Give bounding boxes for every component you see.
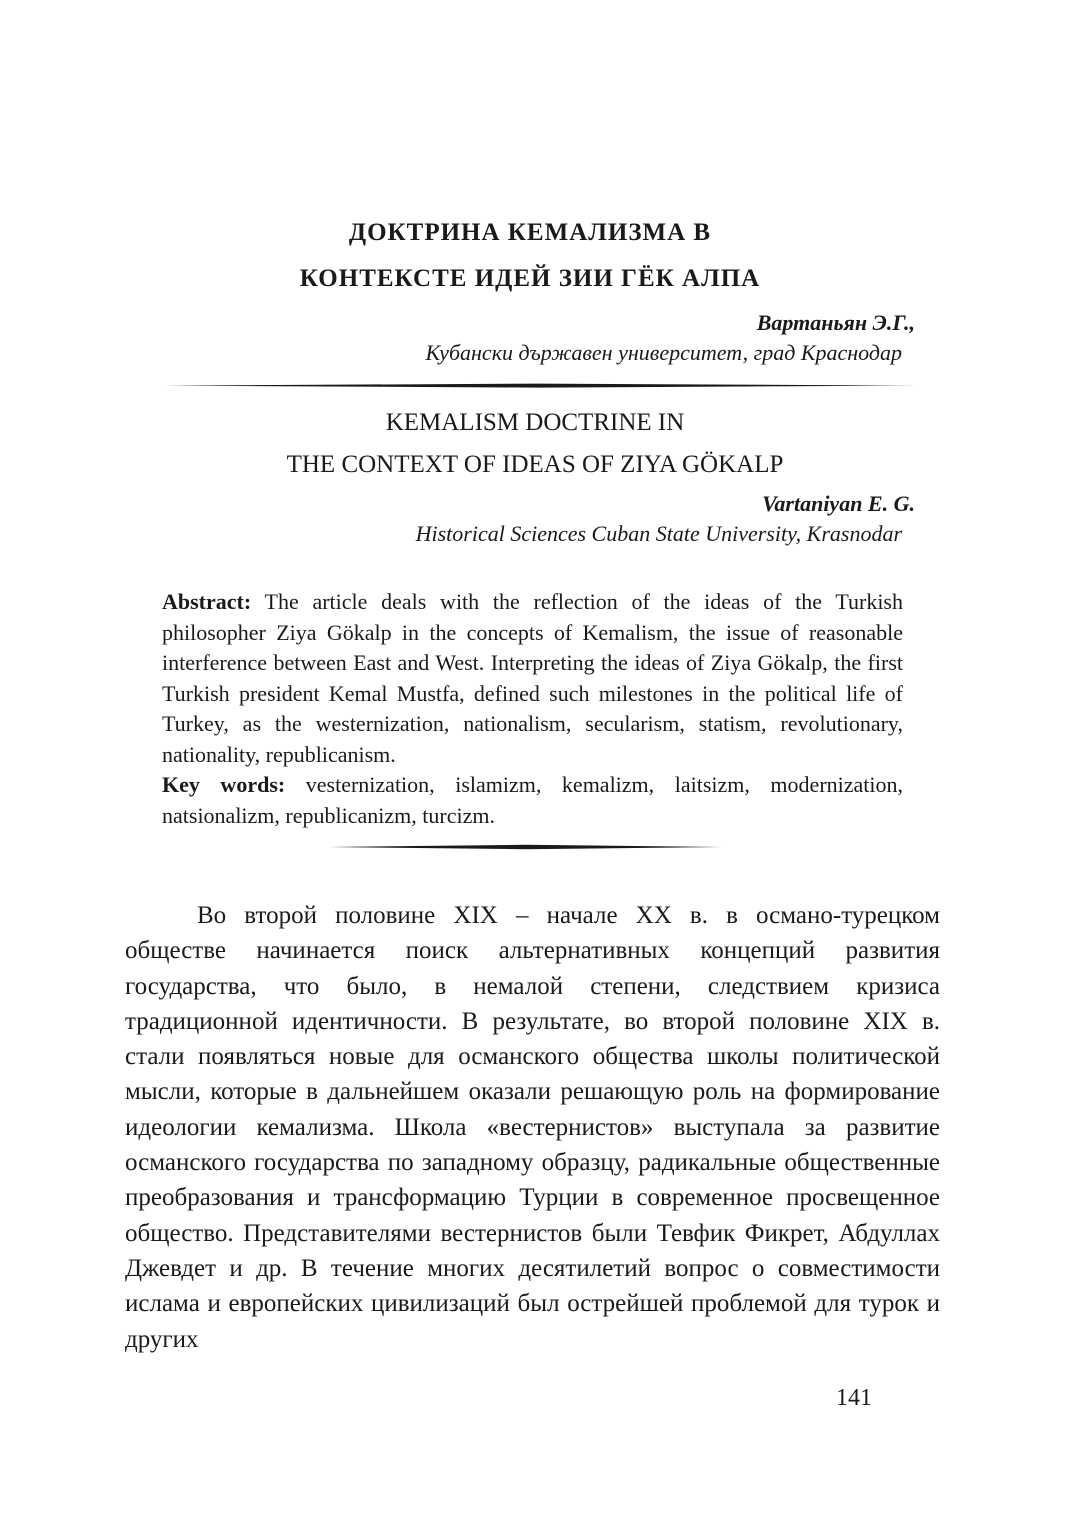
keywords-paragraph [162,770,903,831]
en-title-line1: KEMALISM DOCTRINE IN [385,409,685,436]
abstract-label: Abstract: [162,589,252,614]
keywords-text: vesternization, islamizm, kemalizm, laitsizm, modernization, natsionalizm, republicanizm, turcizm. [162,772,904,828]
ru-title-line2: КОНТЕКСТЕ ИДЕЙ ЗИИ ГЁК АЛПА [299,265,761,292]
abstract-paragraph [162,587,903,770]
keywords-label: Key words: [162,772,286,797]
abstract-text: The article deals with the reflection of the ideas of the Turkish philosopher Ziya Gökalp in the concepts of Kemalism, the issue of reasonable interference between East and West. Interpreting the ideas of Ziya Gökalp, the first Turkish president Kemal Mustfa, defined such milestones in the political life of Turkey, as the westernization, nationalism, secularism, statism, revolutionary, nationality, republicanism. [162,589,903,767]
ru-author: Вартаньян Э.Г., [756,310,915,335]
en-title-line2: THE CONTEXT OF IDEAS OF ZIYA GÖKALP [286,451,784,478]
page-number: 141 [836,1385,872,1411]
en-affiliation: Historical Sciences Cuban State University, Krasnodar [415,521,902,546]
ru-title-line1: ДОКТРИНА КЕМАЛИЗМА В [348,219,712,246]
ru-affiliation: Кубански държавен университет, град Краснодар [425,340,902,365]
body-paragraph: Во второй половине XIX – начале XX в. в османо-турецком обществе начинается поиск альтернативных концепций развития государства, что было, в немалой степени, следствием кризиса традиционной идентичности. В результате, во второй половине XIX в. стали появляться новые для османского общества школы политической мысли, которые в дальнейшем оказали решающую роль на формирование идеологии кемализма. Школа «вестернистов» выступала за развитие османского государства по западному образцу, радикальные общественные преобразования и трансформацию Турции в современное просвещенное общество. Представителями вестернистов были Тевфик Фикрет, Абдуллах Джевдет и др. В течение многих десятилетий вопрос о совместимости ислама и европейских цивилизаций был острейшей проблемой для турок и других [125,902,940,1353]
abstract-block [162,587,903,831]
en-author: Vartaniyan E. G. [762,491,915,516]
body-text [125,898,940,1357]
